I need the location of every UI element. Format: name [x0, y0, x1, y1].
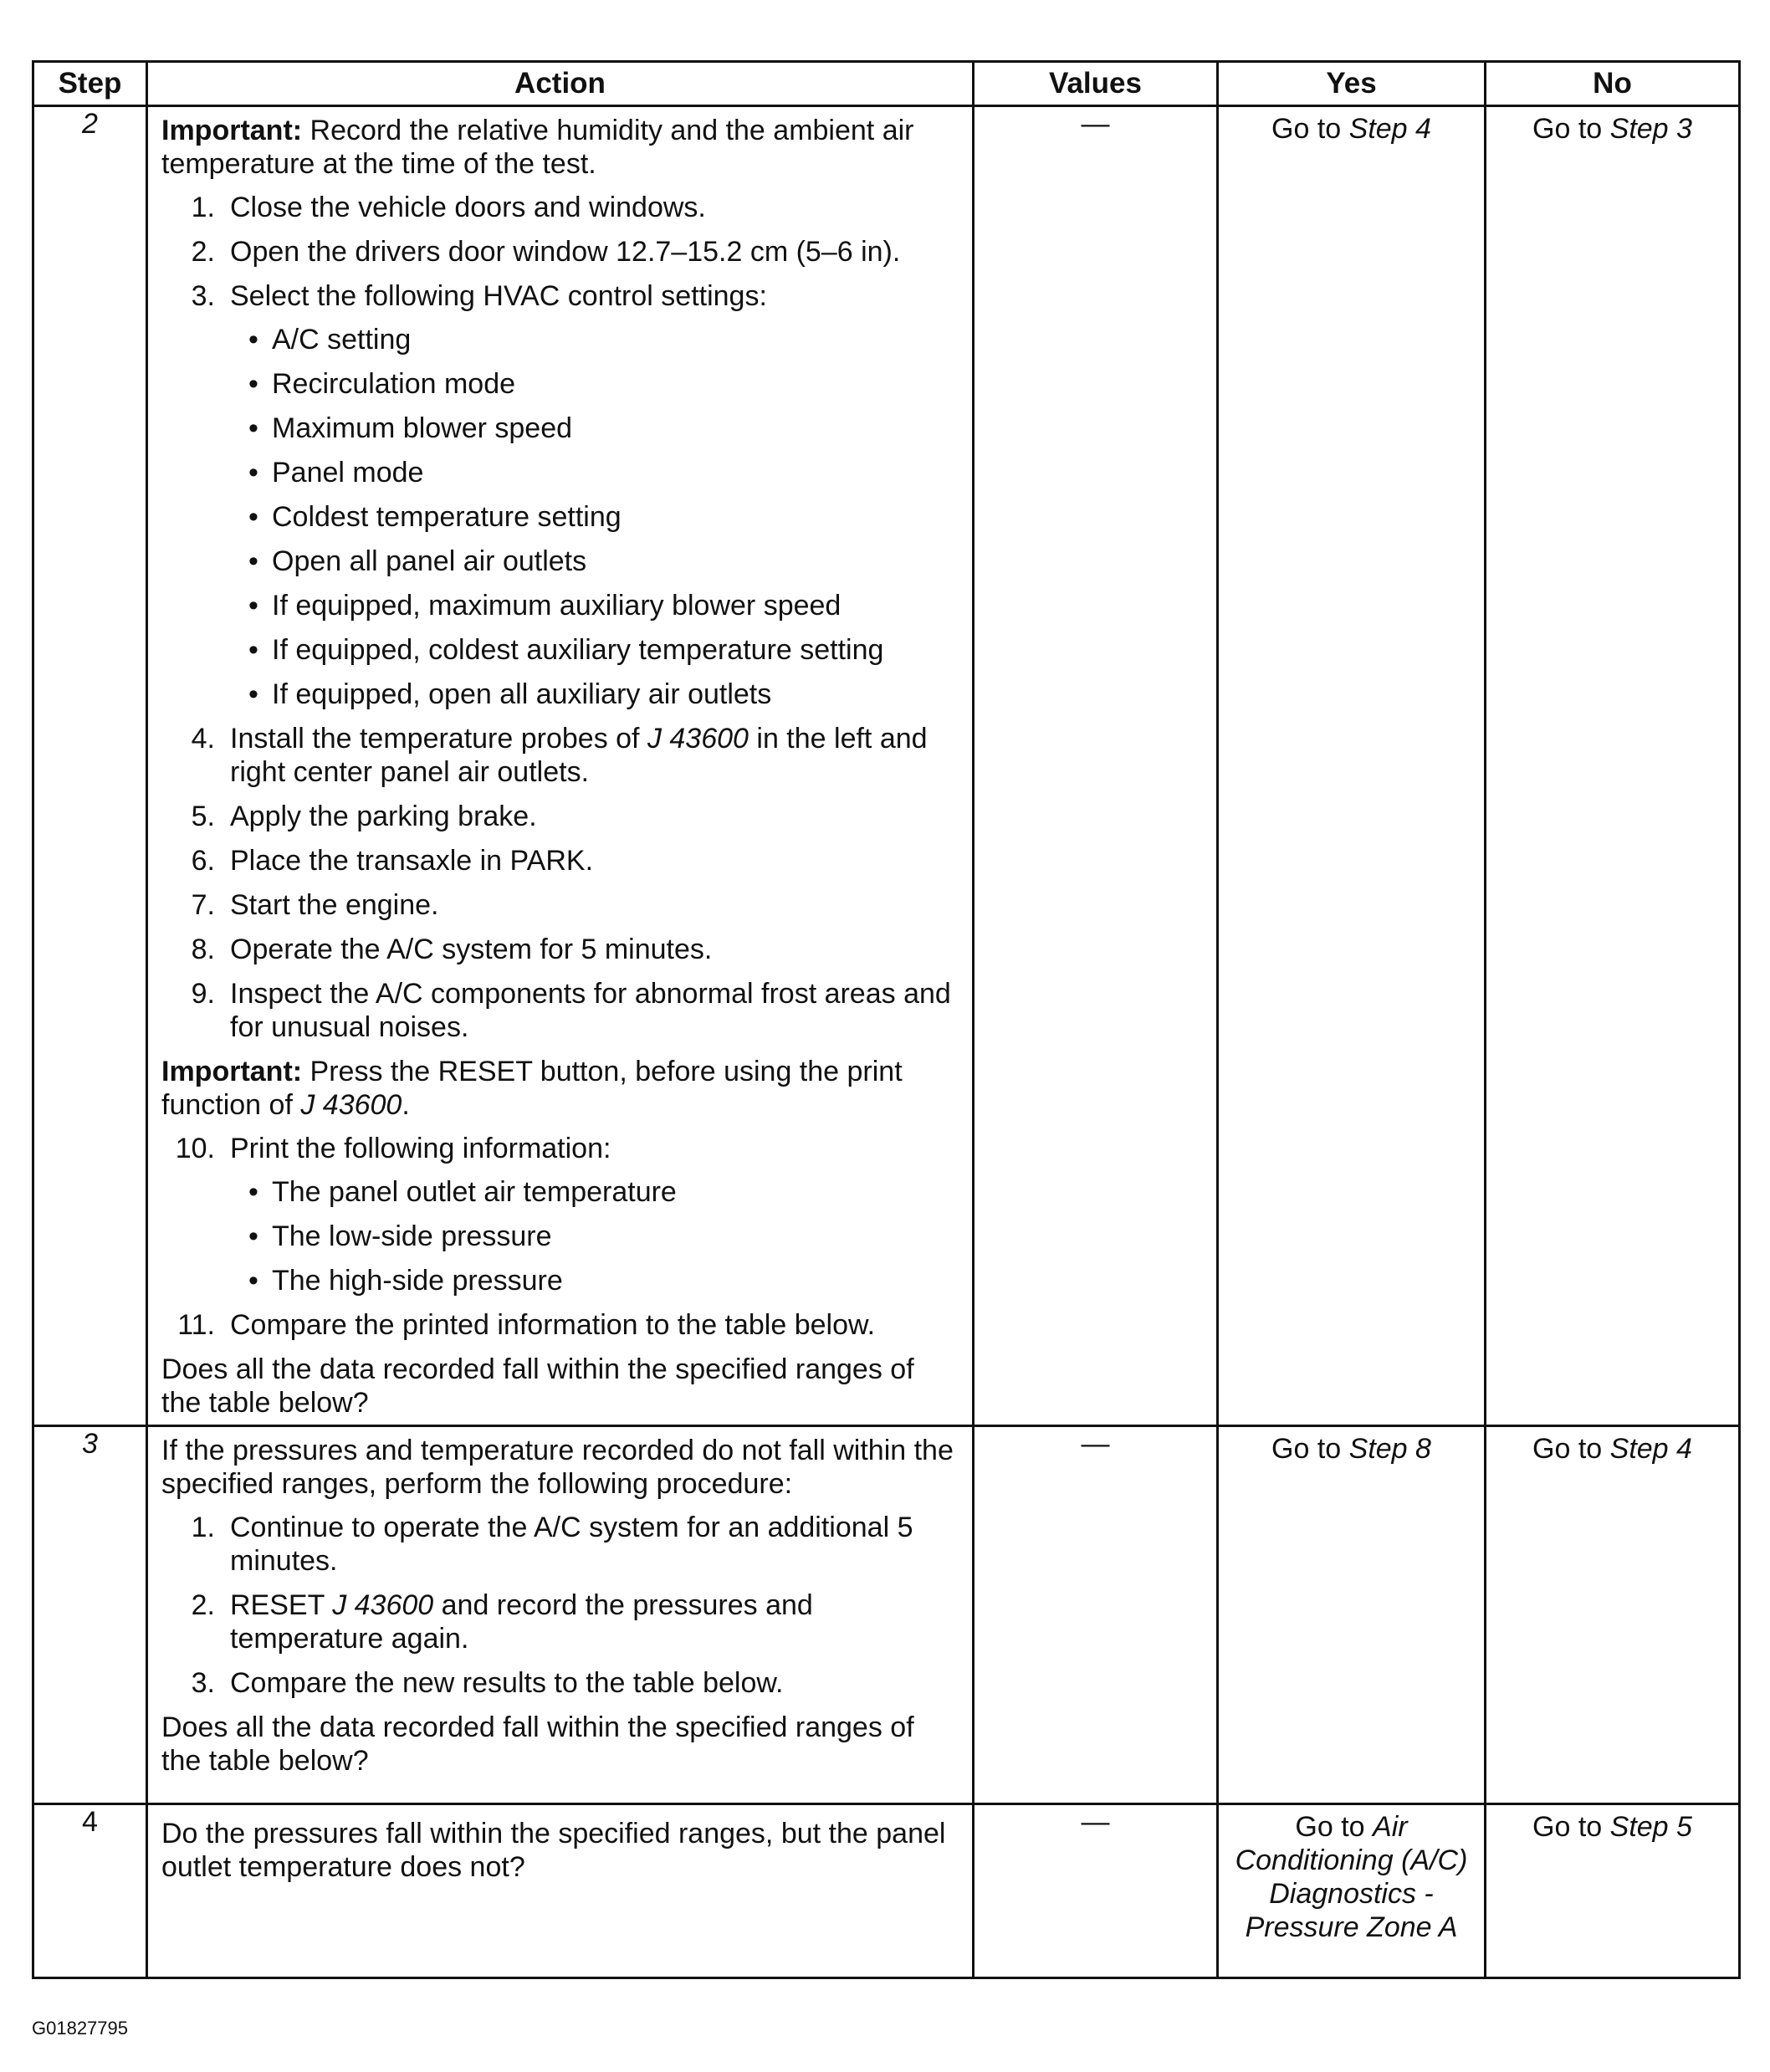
header-no: No — [1486, 62, 1740, 106]
goto-link[interactable]: Step 3 — [1609, 113, 1692, 145]
bullet-item: • Maximum blower speed — [230, 412, 960, 445]
list-item-text: Print the following information: — [230, 1133, 611, 1164]
figure-id: G01827795 — [32, 2018, 128, 2039]
goto-prefix: Go to — [1271, 113, 1349, 145]
hvac-settings-list — [230, 323, 960, 711]
list-item-text: in the left and right center panel air outlets. — [230, 723, 928, 788]
action-cell — [147, 1804, 974, 1978]
list-item: 6. Place the transaxle in PARK. — [191, 845, 594, 877]
goto-link[interactable]: Air Conditioning (A/C) Diagnostics - Pressure Zone A — [1235, 1811, 1468, 1943]
list-item-text: Continue to operate the A/C system for an additional 5 minutes. — [230, 1512, 913, 1577]
list-item: 2. RESET J 43600 and record the pressures and temperature again. — [191, 1589, 813, 1655]
procedure-list — [161, 1132, 960, 1342]
procedure-list — [161, 1511, 960, 1700]
important-label: Important: — [161, 115, 303, 146]
bullet-item: • Open all panel air outlets — [230, 545, 960, 578]
list-item: 9. Inspect the A/C components for abnormal frost areas and for unusual noises. — [191, 978, 951, 1043]
no-cell — [1486, 1426, 1740, 1804]
values-cell: — — [974, 1426, 1218, 1804]
yes-cell — [1218, 1426, 1486, 1804]
goto-prefix: Go to — [1532, 113, 1610, 145]
list-item-text: Operate the A/C system for 5 minutes. — [230, 934, 713, 965]
header-action: Action — [147, 62, 974, 106]
step-number: 3 — [33, 1426, 147, 1804]
goto-prefix: Go to — [1532, 1811, 1610, 1843]
table-row-step-3 — [33, 1426, 1740, 1804]
list-item: 8. Operate the A/C system for 5 minutes. — [191, 934, 713, 965]
header-yes: Yes — [1218, 62, 1486, 106]
list-item-text: Place the transaxle in PARK. — [230, 845, 594, 877]
yes-cell — [1218, 1804, 1486, 1978]
list-item-text: Start the engine. — [230, 889, 439, 921]
procedure-list — [161, 191, 960, 1044]
decision-question: Does all the data recorded fall within the specified ranges of the table below? — [161, 1353, 914, 1419]
important-text-end: . — [402, 1089, 410, 1121]
list-item-text: Inspect the A/C components for abnormal frost areas and for unusual noises. — [230, 978, 951, 1043]
list-item: 2. Open the drivers door window 12.7–15.2 cm (5–6 in). — [191, 236, 901, 268]
values-cell: — — [974, 1804, 1218, 1978]
list-item: 4. Install the temperature probes of J 43600 in the left and right center panel air outlets. — [191, 723, 928, 788]
goto-link[interactable]: Step 8 — [1348, 1433, 1431, 1465]
bullet-item: • Recirculation mode — [230, 367, 960, 401]
goto-prefix: Go to — [1295, 1811, 1374, 1843]
tool-reference: J 43600 — [332, 1589, 434, 1621]
yes-cell — [1218, 106, 1486, 1426]
list-item: 10. Print the following information: • The panel outlet air temperature • The low-side pressure • The high-side pressure — [161, 1132, 960, 1297]
list-item: 11. Compare the printed information to the table below. — [177, 1309, 876, 1341]
list-item: 1. Continue to operate the A/C system for an additional 5 minutes. — [191, 1512, 913, 1577]
bullet-item: • If equipped, coldest auxiliary temperature setting — [230, 633, 960, 667]
important-note — [161, 114, 960, 181]
step-number: 4 — [33, 1804, 147, 1978]
tool-reference: J 43600 — [647, 723, 749, 755]
list-item-text: Compare the new results to the table below. — [230, 1667, 784, 1699]
list-item-text: Open the drivers door window 12.7–15.2 cm (5–6 in). — [230, 236, 901, 268]
list-item-text: Apply the parking brake. — [230, 801, 537, 832]
list-item: 3. Compare the new results to the table below. — [191, 1667, 784, 1699]
bullet-item: • The high-side pressure — [230, 1264, 960, 1297]
print-info-list — [230, 1175, 960, 1297]
list-item: 5. Apply the parking brake. — [191, 801, 537, 832]
bullet-item: • The panel outlet air temperature — [230, 1175, 960, 1209]
bullet-item: • If equipped, open all auxiliary air outlets — [230, 678, 960, 711]
list-item-text: RESET — [230, 1589, 333, 1621]
important-label: Important: — [161, 1056, 303, 1087]
procedure-intro: If the pressures and temperature recorded do not fall within the specified ranges, perform the following procedure: — [161, 1435, 954, 1500]
action-cell — [147, 106, 974, 1426]
important-text: Record the relative humidity and the ambient air temperature at the time of the test. — [161, 115, 914, 180]
goto-link[interactable]: Step 4 — [1609, 1433, 1692, 1465]
table-row-step-4 — [33, 1804, 1740, 1978]
list-item-text: Install the temperature probes of — [230, 723, 647, 755]
values-cell: — — [974, 106, 1218, 1426]
goto-prefix: Go to — [1271, 1433, 1349, 1465]
table-row-step-2 — [33, 106, 1740, 1426]
table-header-row — [33, 62, 1740, 106]
goto-link[interactable]: Step 4 — [1348, 113, 1431, 145]
bullet-item: • Coldest temperature setting — [230, 500, 960, 534]
no-cell — [1486, 1804, 1740, 1978]
decision-question: Does all the data recorded fall within the specified ranges of the table below? — [161, 1711, 914, 1777]
list-item-text: Close the vehicle doors and windows. — [230, 192, 706, 223]
step-number: 2 — [33, 106, 147, 1426]
list-item: 3. Select the following HVAC control settings: • A/C setting • Recirculation mode • Maximum blower speed • Panel mode • Coldest temperature setting • Open all panel air outlets • If equipped, maximum auxiliary blower speed • If equipped, coldest auxiliary temperature setting • If equipped, open all auxiliary air outlets — [161, 279, 960, 711]
no-cell — [1486, 106, 1740, 1426]
header-values: Values — [974, 62, 1218, 106]
list-item-text: Compare the printed information to the table below. — [230, 1309, 876, 1341]
goto-link[interactable]: Step 5 — [1609, 1811, 1692, 1843]
bullet-item: • If equipped, maximum auxiliary blower speed — [230, 589, 960, 622]
header-step: Step — [33, 62, 147, 106]
list-item-text: Select the following HVAC control settings: — [230, 280, 767, 312]
bullet-item: • Panel mode — [230, 456, 960, 489]
goto-prefix: Go to — [1532, 1433, 1610, 1465]
tool-reference: J 43600 — [300, 1089, 402, 1121]
bullet-item: • A/C setting — [230, 323, 960, 356]
action-cell — [147, 1426, 974, 1804]
bullet-item: • The low-side pressure — [230, 1220, 960, 1253]
diagnostic-table — [32, 60, 1741, 1979]
list-item: 1. Close the vehicle doors and windows. — [191, 192, 706, 223]
list-item-text: and record the pressures and temperature again. — [230, 1589, 813, 1655]
list-item: 7. Start the engine. — [191, 889, 439, 921]
important-note — [161, 1055, 960, 1122]
important-text: Press the RESET button, before using the print function of — [161, 1056, 903, 1121]
diagnostic-document — [32, 60, 1738, 1979]
decision-question: Do the pressures fall within the specified ranges, but the panel outlet temperature does not? — [161, 1818, 946, 1883]
